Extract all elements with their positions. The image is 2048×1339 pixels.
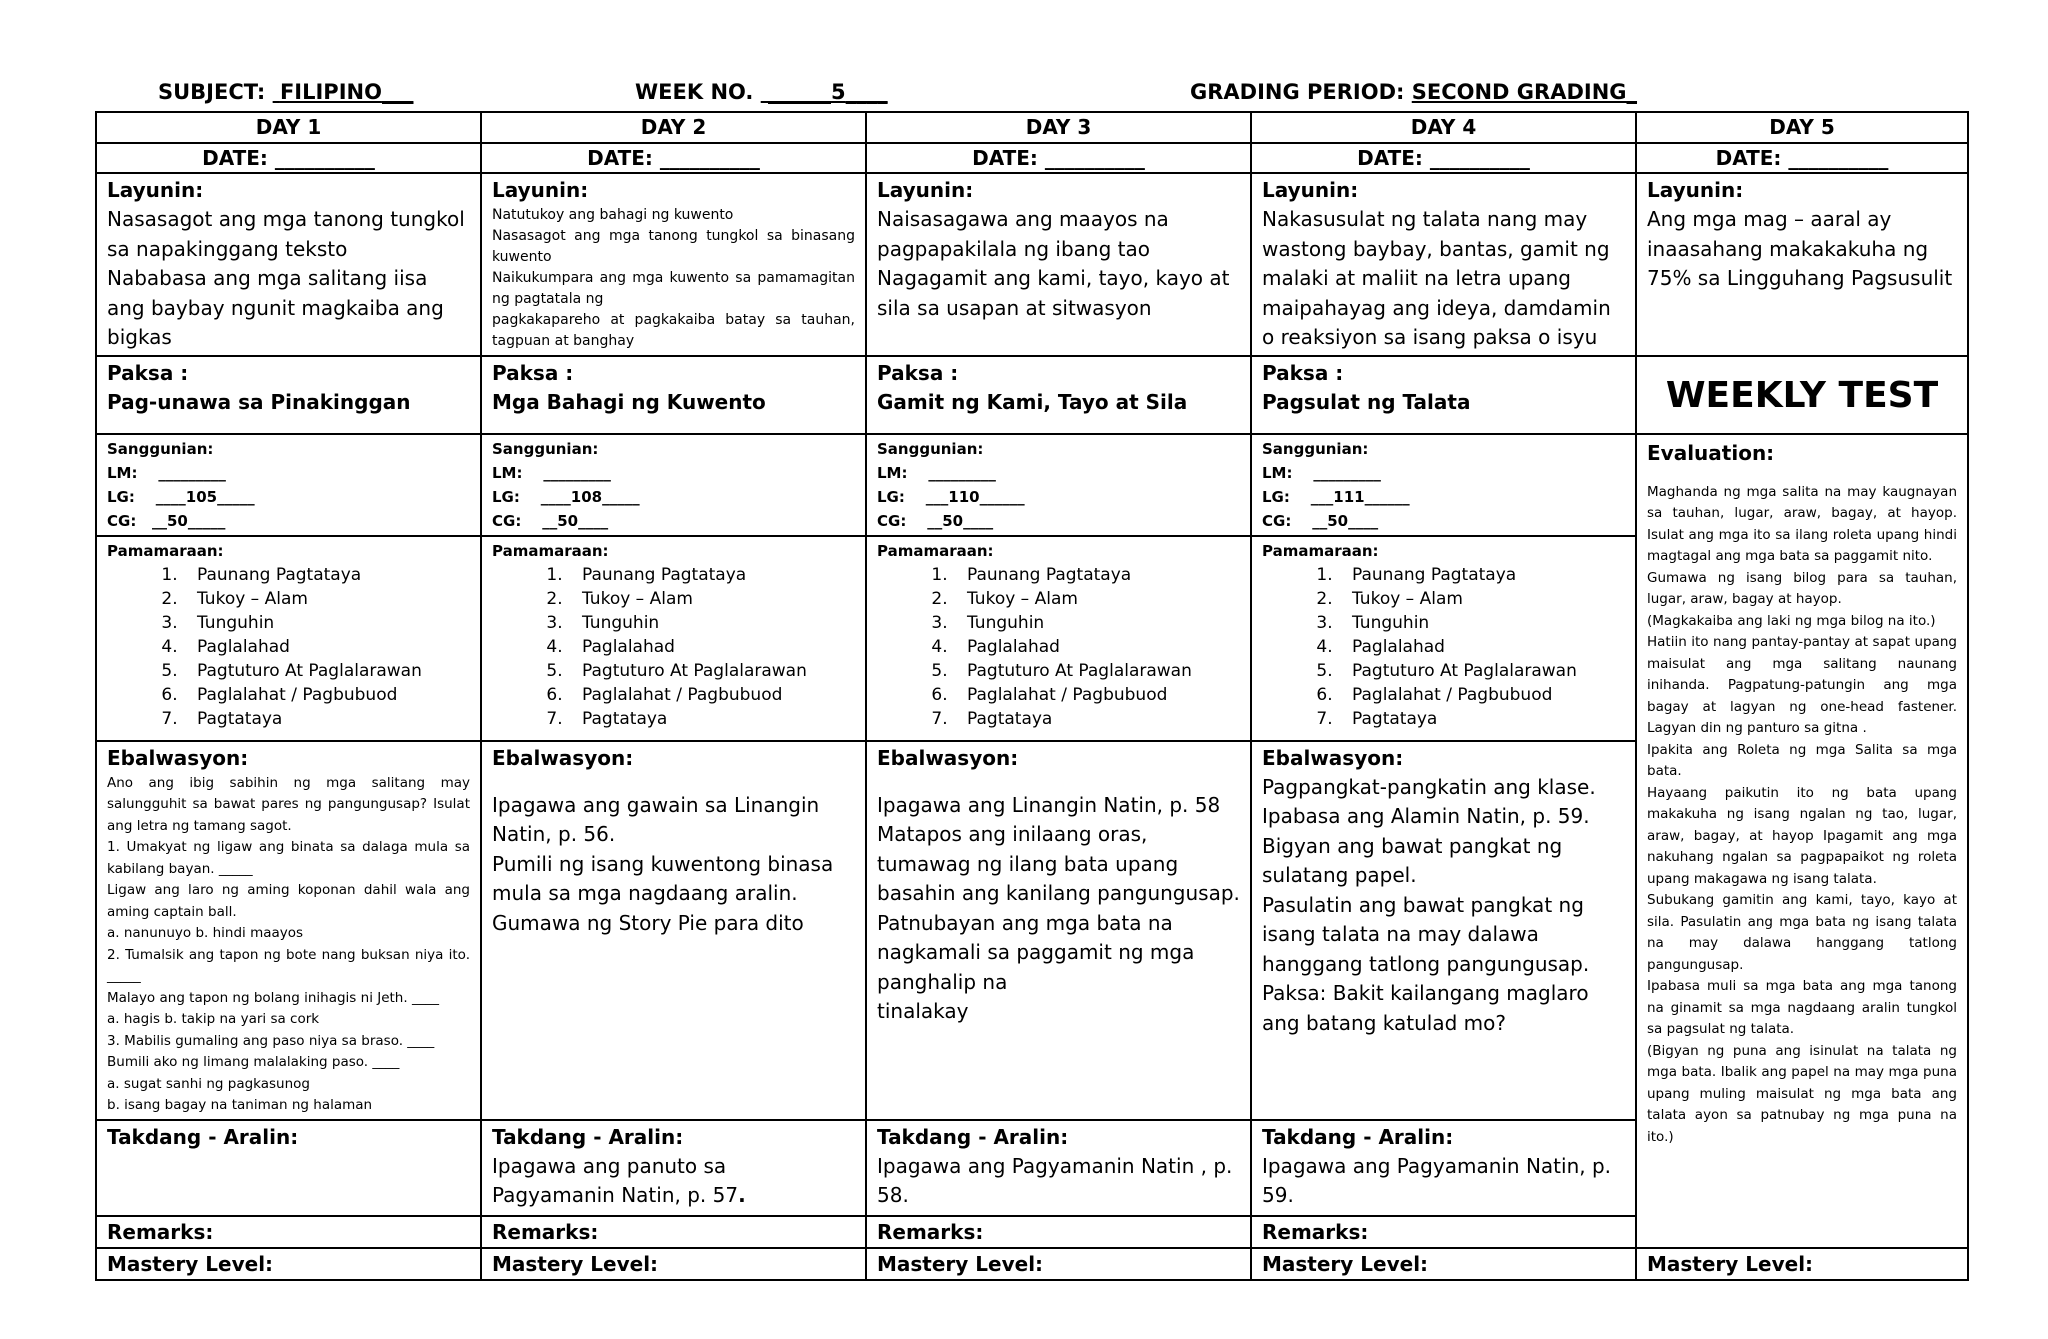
week-header xyxy=(635,80,888,110)
takdang-day-4 xyxy=(1251,1120,1636,1216)
step-item: 7. Pagtataya xyxy=(183,707,470,731)
ebalwasyon-label: Ebalwasyon: xyxy=(877,745,1019,770)
pamamaraan-list xyxy=(1262,563,1625,731)
paksa-day-4 xyxy=(1251,356,1636,434)
ebalwasyon-text: a. hagis b. takip na yari sa cork xyxy=(107,1011,320,1027)
step-item: 6. Paglalahat / Pagbubuod xyxy=(953,683,1240,707)
lm-line: LM: _________ xyxy=(1262,463,1381,482)
paksa-day-3 xyxy=(866,356,1251,434)
lesson-plan-table xyxy=(95,111,1969,1281)
layunin-day-1 xyxy=(96,173,481,356)
subject-value: FILIPINO___ xyxy=(279,80,414,104)
pamamaraan-list xyxy=(492,563,855,731)
day-header-row xyxy=(96,112,1968,143)
sanggunian-label: Sanggunian: xyxy=(877,439,984,458)
date-row xyxy=(96,143,1968,173)
ebalwasyon-text: Malayo ang tapon ng bolang inihagis ni Jeth. ____ xyxy=(107,989,439,1006)
takdang-text: Ipagawa ang Pagyamanin Natin , p. 58. xyxy=(877,1153,1233,1207)
lg-line: LG: ___110______ xyxy=(877,487,1025,506)
layunin-row xyxy=(96,173,1968,356)
ebalwasyon-text: a. nanunuyo b. hindi maayos xyxy=(107,925,304,941)
remarks-day-3: Remarks: xyxy=(866,1216,1251,1248)
takdang-label: Takdang - Aralin: xyxy=(877,1124,1069,1149)
weekly-test-title: WEEKLY TEST xyxy=(1665,374,1939,416)
ebalwasyon-label: Ebalwasyon: xyxy=(1262,745,1404,770)
pamamaraan-day-4 xyxy=(1251,536,1636,741)
evaluation-text: (Bigyan ng puna ang isinulat na talata ng mga bata. Ibalik ang papel na may mga puna upang muling maisulat ng mga bata ang talata ayon sa patnubay ng mga puna na ito.) xyxy=(1647,1042,1957,1145)
layunin-day-3 xyxy=(866,173,1251,356)
evaluation-text: Ipakita ang Roleta ng mga Salita sa mga bata. xyxy=(1647,741,1957,779)
subject-header xyxy=(158,80,413,110)
evaluation-text: Subukang gamitin ang kami, tayo, kayo at sila. Pasulatin ang mga bata ng isang talata na may dalawa hanggang tatlong pangungusap. xyxy=(1647,892,1957,973)
sanggunian-day-3 xyxy=(866,434,1251,536)
ebalwasyon-text: Ipagawa ang Linangin Natin, p. 58 xyxy=(877,792,1221,817)
cg-line: CG: __50____ xyxy=(877,511,994,530)
evaluation-label: Evaluation: xyxy=(1647,440,1775,465)
lm-line: LM: _________ xyxy=(877,463,996,482)
ebalwasyon-text: Gumawa ng Story Pie para dito xyxy=(492,910,804,935)
ebalwasyon-text: Ano ang ibig sabihin ng mga salitang may salungguhit sa bawat pares ng pangungusap? Isulat ang letra ng tamang sagot. xyxy=(107,774,470,834)
lm-line: LM: _________ xyxy=(107,463,226,482)
lg-line: LG: ____105_____ xyxy=(107,487,255,506)
paksa-day-5 xyxy=(1636,356,1968,434)
ebalwasyon-text: Paksa: Bakit kailangang maglaro ang batang katulad mo? xyxy=(1262,981,1589,1035)
lg-line: LG: ___111______ xyxy=(1262,487,1410,506)
week-label: WEEK NO. xyxy=(635,80,754,104)
evaluation-text: Maghanda ng mga salita na may kaugnayan sa tauhan, lugar, araw, bagay, at hayop. Isulat ang mga ito sa ilang roleta upang hindi magtagal ang mga bata sa paggamit nito. xyxy=(1647,483,1957,564)
layunin-label: Layunin: xyxy=(1262,178,1359,202)
ebalwasyon-text: Ipabasa ang Alamin Natin, p. 59. xyxy=(1262,804,1590,828)
layunin-text: Nasasagot ang mga tanong tungkol sa napakinggang teksto Nababasa ang mga salitang iisa ang baybay ngunit magkaiba ang bigkas xyxy=(107,207,465,349)
takdang-label: Takdang - Aralin: xyxy=(492,1124,684,1149)
evaluation-day-5 xyxy=(1636,434,1968,1248)
day-5-header: DAY 5 xyxy=(1636,112,1968,143)
mastery-day-2: Mastery Level: xyxy=(481,1248,866,1280)
takdang-label: Takdang - Aralin: xyxy=(107,1124,299,1149)
ebalwasyon-text: Pasulatin ang bawat pangkat ng isang talata na may dalawa hanggang tatlong pangungusap. xyxy=(1262,892,1590,976)
cg-line: CG: __50____ xyxy=(1262,511,1379,530)
evaluation-text: Hayaang paikutin ito ng bata upang makakuha ng isang ngalan ng tao, lugar, araw, bagay, at hayop Ipagamit ang mga nakuhang ngalan sa pagpapaikot ng roleta upang makagawa ng isang talata. xyxy=(1647,784,1957,887)
evaluation-text: (Magkakaiba ang laki ng mga bilog na ito.) xyxy=(1647,612,1936,629)
ebalwasyon-text: Bigyan ang bawat pangkat ng sulatang papel. xyxy=(1262,833,1563,887)
layunin-line: Natutukoy ang bahagi ng kuwento xyxy=(492,207,734,223)
ebalwasyon-label: Ebalwasyon: xyxy=(107,745,249,770)
subject-label: SUBJECT: xyxy=(158,80,266,104)
sanggunian-label: Sanggunian: xyxy=(1262,439,1369,458)
step-item: 1. Paunang Pagtataya xyxy=(953,563,1240,587)
step-item: 5. Pagtuturo At Paglalarawan xyxy=(183,659,470,683)
date-day-2: DATE: __________ xyxy=(481,143,866,173)
step-item: 2. Tukoy – Alam xyxy=(1338,587,1625,611)
day-3-header: DAY 3 xyxy=(866,112,1251,143)
pamamaraan-label: Pamamaraan: xyxy=(1262,541,1379,560)
sanggunian-row xyxy=(96,434,1968,536)
layunin-label: Layunin: xyxy=(107,178,204,202)
day-4-header: DAY 4 xyxy=(1251,112,1636,143)
step-item: 5. Pagtuturo At Paglalarawan xyxy=(568,659,855,683)
mastery-day-4: Mastery Level: xyxy=(1251,1248,1636,1280)
paksa-label: Paksa : xyxy=(107,360,189,385)
pamamaraan-label: Pamamaraan: xyxy=(492,541,609,560)
ebalwasyon-day-2 xyxy=(481,741,866,1120)
sanggunian-day-2 xyxy=(481,434,866,536)
paksa-row xyxy=(96,356,1968,434)
layunin-text: Ang mga mag – aaral ay inaasahang makakakuha ng 75% sa Lingguhang Pagsusulit xyxy=(1647,207,1953,290)
paksa-label: Paksa : xyxy=(492,360,574,385)
step-item: 3. Tunguhin xyxy=(183,611,470,635)
layunin-line: pagkakapareho at pagkakaiba batay sa tauhan, tagpuan at banghay xyxy=(492,312,855,349)
layunin-label: Layunin: xyxy=(492,178,589,202)
cg-line: CG: __50_____ xyxy=(107,511,226,530)
pamamaraan-list xyxy=(877,563,1240,731)
ebalwasyon-day-4 xyxy=(1251,741,1636,1120)
remarks-day-4: Remarks: xyxy=(1251,1216,1636,1248)
layunin-line: Nasasagot ang mga tanong tungkol sa binasang kuwento xyxy=(492,228,855,265)
ebalwasyon-day-1 xyxy=(96,741,481,1120)
step-item: 4. Paglalahad xyxy=(568,635,855,659)
step-item: 6. Paglalahat / Pagbubuod xyxy=(568,683,855,707)
layunin-label: Layunin: xyxy=(1647,178,1744,202)
ebalwasyon-label: Ebalwasyon: xyxy=(492,745,634,770)
step-item: 3. Tunguhin xyxy=(568,611,855,635)
grading-value: SECOND GRADING_ xyxy=(1411,80,1638,104)
takdang-text: Ipagawa ang Pagyamanin Natin, p. 59. xyxy=(1262,1153,1612,1207)
sanggunian-label: Sanggunian: xyxy=(107,439,214,458)
mastery-day-1: Mastery Level: xyxy=(96,1248,481,1280)
layunin-text: Nakasusulat ng talata nang may wastong baybay, bantas, gamit ng malaki at maliit na letra upang maipahayag ang ideya, damdamin o reaksiyon sa isang paksa o isyu xyxy=(1262,207,1611,349)
pamamaraan-day-3 xyxy=(866,536,1251,741)
step-item: 1. Paunang Pagtataya xyxy=(568,563,855,587)
pamamaraan-label: Pamamaraan: xyxy=(107,541,224,560)
evaluation-text: Gumawa ng isang bilog para sa tauhan, lugar, araw, bagay at hayop. xyxy=(1647,569,1957,607)
date-day-4: DATE: __________ xyxy=(1251,143,1636,173)
ebalwasyon-text: Pagpangkat-pangkatin ang klase. xyxy=(1262,774,1596,799)
day-2-header: DAY 2 xyxy=(481,112,866,143)
date-day-3: DATE: __________ xyxy=(866,143,1251,173)
paksa-day-1 xyxy=(96,356,481,434)
layunin-day-4 xyxy=(1251,173,1636,356)
ebalwasyon-day-3 xyxy=(866,741,1251,1120)
step-item: 4. Paglalahad xyxy=(183,635,470,659)
takdang-day-2 xyxy=(481,1120,866,1216)
date-day-1: DATE: __________ xyxy=(96,143,481,173)
ebalwasyon-text: Ipagawa ang gawain sa Linangin Natin, p. 56. xyxy=(492,792,820,846)
step-item: 2. Tukoy – Alam xyxy=(183,587,470,611)
lg-line: LG: ____108_____ xyxy=(492,487,640,506)
pamamaraan-day-2 xyxy=(481,536,866,741)
layunin-line: Naikukumpara ang mga kuwento sa pamamagitan ng pagtatala ng xyxy=(492,270,855,307)
ebalwasyon-text: b. isang bagay na taniman ng halaman xyxy=(107,1097,373,1113)
mastery-day-5: Mastery Level: xyxy=(1636,1248,1968,1280)
layunin-day-2 xyxy=(481,173,866,356)
ebalwasyon-text: Ligaw ang laro ng aming koponan dahil wala ang aming captain ball. xyxy=(107,882,470,920)
paksa-title: Pagsulat ng Talata xyxy=(1262,389,1471,414)
week-value: ______5____ xyxy=(760,80,888,104)
ebalwasyon-text: a. sugat sanhi ng pagkasunog xyxy=(107,1075,310,1092)
step-item: 5. Pagtuturo At Paglalarawan xyxy=(953,659,1240,683)
sanggunian-day-1 xyxy=(96,434,481,536)
paksa-title: Mga Bahagi ng Kuwento xyxy=(492,389,766,414)
step-item: 7. Pagtataya xyxy=(1338,707,1625,731)
evaluation-text: Ipabasa muli sa mga bata ang mga tanong na ginamit sa mga nagdaang aralin tungkol sa pagsulat ng talata. xyxy=(1647,978,1957,1037)
step-item: 6. Paglalahat / Pagbubuod xyxy=(183,683,470,707)
step-item: 4. Paglalahad xyxy=(1338,635,1625,659)
mastery-row xyxy=(96,1248,1968,1280)
remarks-day-2: Remarks: xyxy=(481,1216,866,1248)
ebalwasyon-text: Bumili ako ng limang malalaking paso. ____ xyxy=(107,1054,400,1070)
paksa-day-2 xyxy=(481,356,866,434)
cg-line: CG: __50____ xyxy=(492,511,609,530)
layunin-day-5 xyxy=(1636,173,1968,356)
step-item: 6. Paglalahat / Pagbubuod xyxy=(1338,683,1625,707)
ebalwasyon-text: Matapos ang inilaang oras, tumawag ng ilang bata upang basahin ang kanilang pangungusap. xyxy=(877,822,1240,905)
step-item: 2. Tukoy – Alam xyxy=(953,587,1240,611)
sanggunian-day-4 xyxy=(1251,434,1636,536)
ebalwasyon-text: 3. Mabilis gumaling ang paso niya sa braso. ____ xyxy=(107,1032,435,1049)
sanggunian-label: Sanggunian: xyxy=(492,439,599,458)
takdang-day-3 xyxy=(866,1120,1251,1216)
day-1-header: DAY 1 xyxy=(96,112,481,143)
grading-header xyxy=(1190,80,1637,110)
step-item: 7. Pagtataya xyxy=(953,707,1240,731)
takdang-day-1 xyxy=(96,1120,481,1216)
ebalwasyon-text: 2. Tumalsik ang tapon ng bote nang buksan niya ito. _____ xyxy=(107,946,470,984)
lm-line: LM: _________ xyxy=(492,463,611,482)
step-item: 1. Paunang Pagtataya xyxy=(183,563,470,587)
mastery-day-3: Mastery Level: xyxy=(866,1248,1251,1280)
ebalwasyon-text: 1. Umakyat ng ligaw ang binata sa dalaga mula sa kabilang bayan. _____ xyxy=(107,839,470,877)
takdang-text: Ipagawa ang panuto sa Pagyamanin Natin, p. 57. xyxy=(492,1153,746,1207)
evaluation-text: Hatiin ito nang pantay-pantay at sapat upang maisulat ang mga salitang naunang inihanda. Pagpatung-patungin ang mga bagay at lagyan ng one-head fastener. Lagyan din ng panturo sa gitna . xyxy=(1647,634,1957,736)
ebalwasyon-text: Patnubayan ang mga bata na nagkamali sa paggamit ng mga panghalip na xyxy=(877,910,1195,994)
remarks-day-1: Remarks: xyxy=(96,1216,481,1248)
step-item: 3. Tunguhin xyxy=(1338,611,1625,635)
ebalwasyon-text: tinalakay xyxy=(877,999,969,1023)
step-item: 5. Pagtuturo At Paglalarawan xyxy=(1338,659,1625,683)
ebalwasyon-text: Pumili ng isang kuwentong binasa mula sa mga nagdaang aralin. xyxy=(492,851,834,905)
step-item: 4. Paglalahad xyxy=(953,635,1240,659)
paksa-title: Pag-unawa sa Pinakinggan xyxy=(107,389,411,414)
pamamaraan-day-1 xyxy=(96,536,481,741)
pamamaraan-list xyxy=(107,563,470,731)
step-item: 2. Tukoy – Alam xyxy=(568,587,855,611)
pamamaraan-label: Pamamaraan: xyxy=(877,541,994,560)
step-item: 1. Paunang Pagtataya xyxy=(1338,563,1625,587)
paksa-label: Paksa : xyxy=(1262,360,1344,385)
date-day-5: DATE: __________ xyxy=(1636,143,1968,173)
takdang-label: Takdang - Aralin: xyxy=(1262,1124,1454,1149)
step-item: 3. Tunguhin xyxy=(953,611,1240,635)
step-item: 7. Pagtataya xyxy=(568,707,855,731)
layunin-label: Layunin: xyxy=(877,178,974,202)
grading-label: GRADING PERIOD: xyxy=(1190,80,1405,104)
layunin-text: Naisasagawa ang maayos na pagpapakilala ng ibang tao Nagagamit ang kami, tayo, kayo at sila sa usapan at sitwasyon xyxy=(877,207,1230,320)
paksa-label: Paksa : xyxy=(877,360,959,385)
paksa-title: Gamit ng Kami, Tayo at Sila xyxy=(877,389,1188,414)
